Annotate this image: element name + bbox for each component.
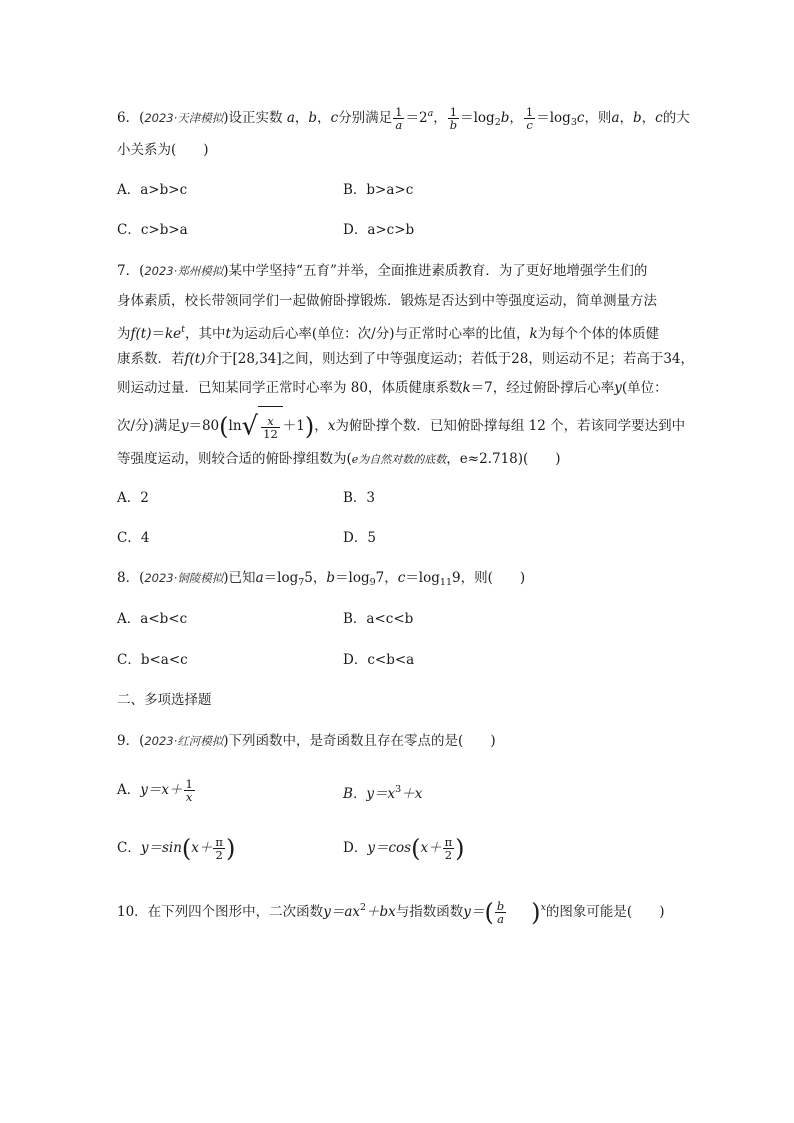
q7-line5: 则运动过量．已知某同学正常时心率为 80，体质健康系数k＝7，经过俯卧撑后心率y(单位： (117, 380, 668, 396)
q6-option-a: A．a>b>c (117, 182, 188, 198)
q9-option-d: D．y＝cos(x＋ $\frac{\pi}{2}$ ) (343, 834, 465, 863)
q8-option-d: D．c<b<a (343, 652, 415, 668)
q8-option-b: B．a<c<b (343, 611, 414, 627)
q8-line1: 8．(2023·铜陵模拟)已知$a=\log_75$，$b=\log_97$，$c=\log_{11}9$，则( ) (117, 570, 526, 588)
q6-frac-c: $\frac{1}{c}$ (525, 105, 534, 132)
q9-option-b: B．$y=x^3+x$ (343, 784, 423, 802)
q7-line3: 为$f(t)=ke^t$，其中t为运动后心率(单位：次/分)与正常时心率的比值，k为每个个体的体质健 (117, 324, 660, 342)
q7-source: 2023·郑州模拟 (144, 264, 224, 278)
q7-line1: 7．(2023·郑州模拟)某中学坚持“五育”并举，全面推进素质教育．为了更好地增强学生们的 (117, 263, 648, 279)
q10-line1: 10．在下列四个图形中，二次函数$y=ax^2+bx$与指数函数y＝( $\frac{b}{a}$ )$^x$的图象可能是( ) (117, 898, 665, 927)
q6-option-d: D．a>c>b (343, 222, 415, 238)
q7-option-a: A．2 (117, 490, 149, 506)
q7-line2: 身体素质，校长带领同学们一起做俯卧撑锻炼．锻炼是否达到中等强度运动，简单测量方法 (117, 293, 657, 309)
q7-sqrt: √ $\frac{x}{12}$ (242, 406, 283, 447)
q7-option-d: D．5 (343, 530, 376, 546)
q9-line1: 9．(2023·红河模拟)下列函数中，是奇函数且存在零点的是( ) (117, 733, 496, 749)
q6-line1: 6．(2023·天津模拟)设正实数 a，b，c分别满足 $\frac{1}{a}$ $=2^a$， $\frac{1}{b}$ $=\log_2b$， $\frac{1}{c}$ $=\log_3c$，则a，b，c的大 (117, 105, 690, 132)
q7-line7: 等强度运动，则较合适的俯卧撑组数为(e为自然对数的底数，e≈2.718)( ) (117, 451, 561, 467)
q6-frac-b: $\frac{1}{b}$ (449, 105, 458, 132)
q7-option-c: C．4 (117, 530, 150, 546)
q7-line4: 康系数．若f(t)介于[28,34]之间，则达到了中等强度运动；若低于28，则运动不足；若高于34， (117, 351, 695, 367)
q9-source: 2023·红河模拟 (144, 734, 224, 748)
q6-option-b: B．b>a>c (343, 182, 414, 198)
q6-option-c: C．c>b>a (117, 222, 188, 238)
q6-frac-a: $\frac{1}{a}$ (395, 105, 403, 132)
q9-option-c: C．y＝sin(x＋ $\frac{\pi}{2}$ ) (117, 834, 236, 863)
q8-source: 2023·铜陵模拟 (144, 571, 224, 585)
section-heading: 二、多项选择题 (117, 692, 212, 708)
q7-option-b: B．3 (343, 490, 376, 506)
q6-source: 2023·天津模拟 (144, 111, 224, 125)
q7-line6: 次/分)满足y＝80(ln√ $\frac{x}{12}$ ＋1)，x为俯卧撑个数．已知俯卧撑每组 12 个，若该同学要达到中 (117, 406, 685, 447)
q6-line2: 小关系为( ) (117, 142, 209, 158)
q9-option-a: A．y＝x＋ $\frac{1}{x}$ (117, 777, 193, 804)
q8-option-a: A．a<b<c (117, 611, 188, 627)
q8-option-c: C．b<a<c (117, 652, 188, 668)
